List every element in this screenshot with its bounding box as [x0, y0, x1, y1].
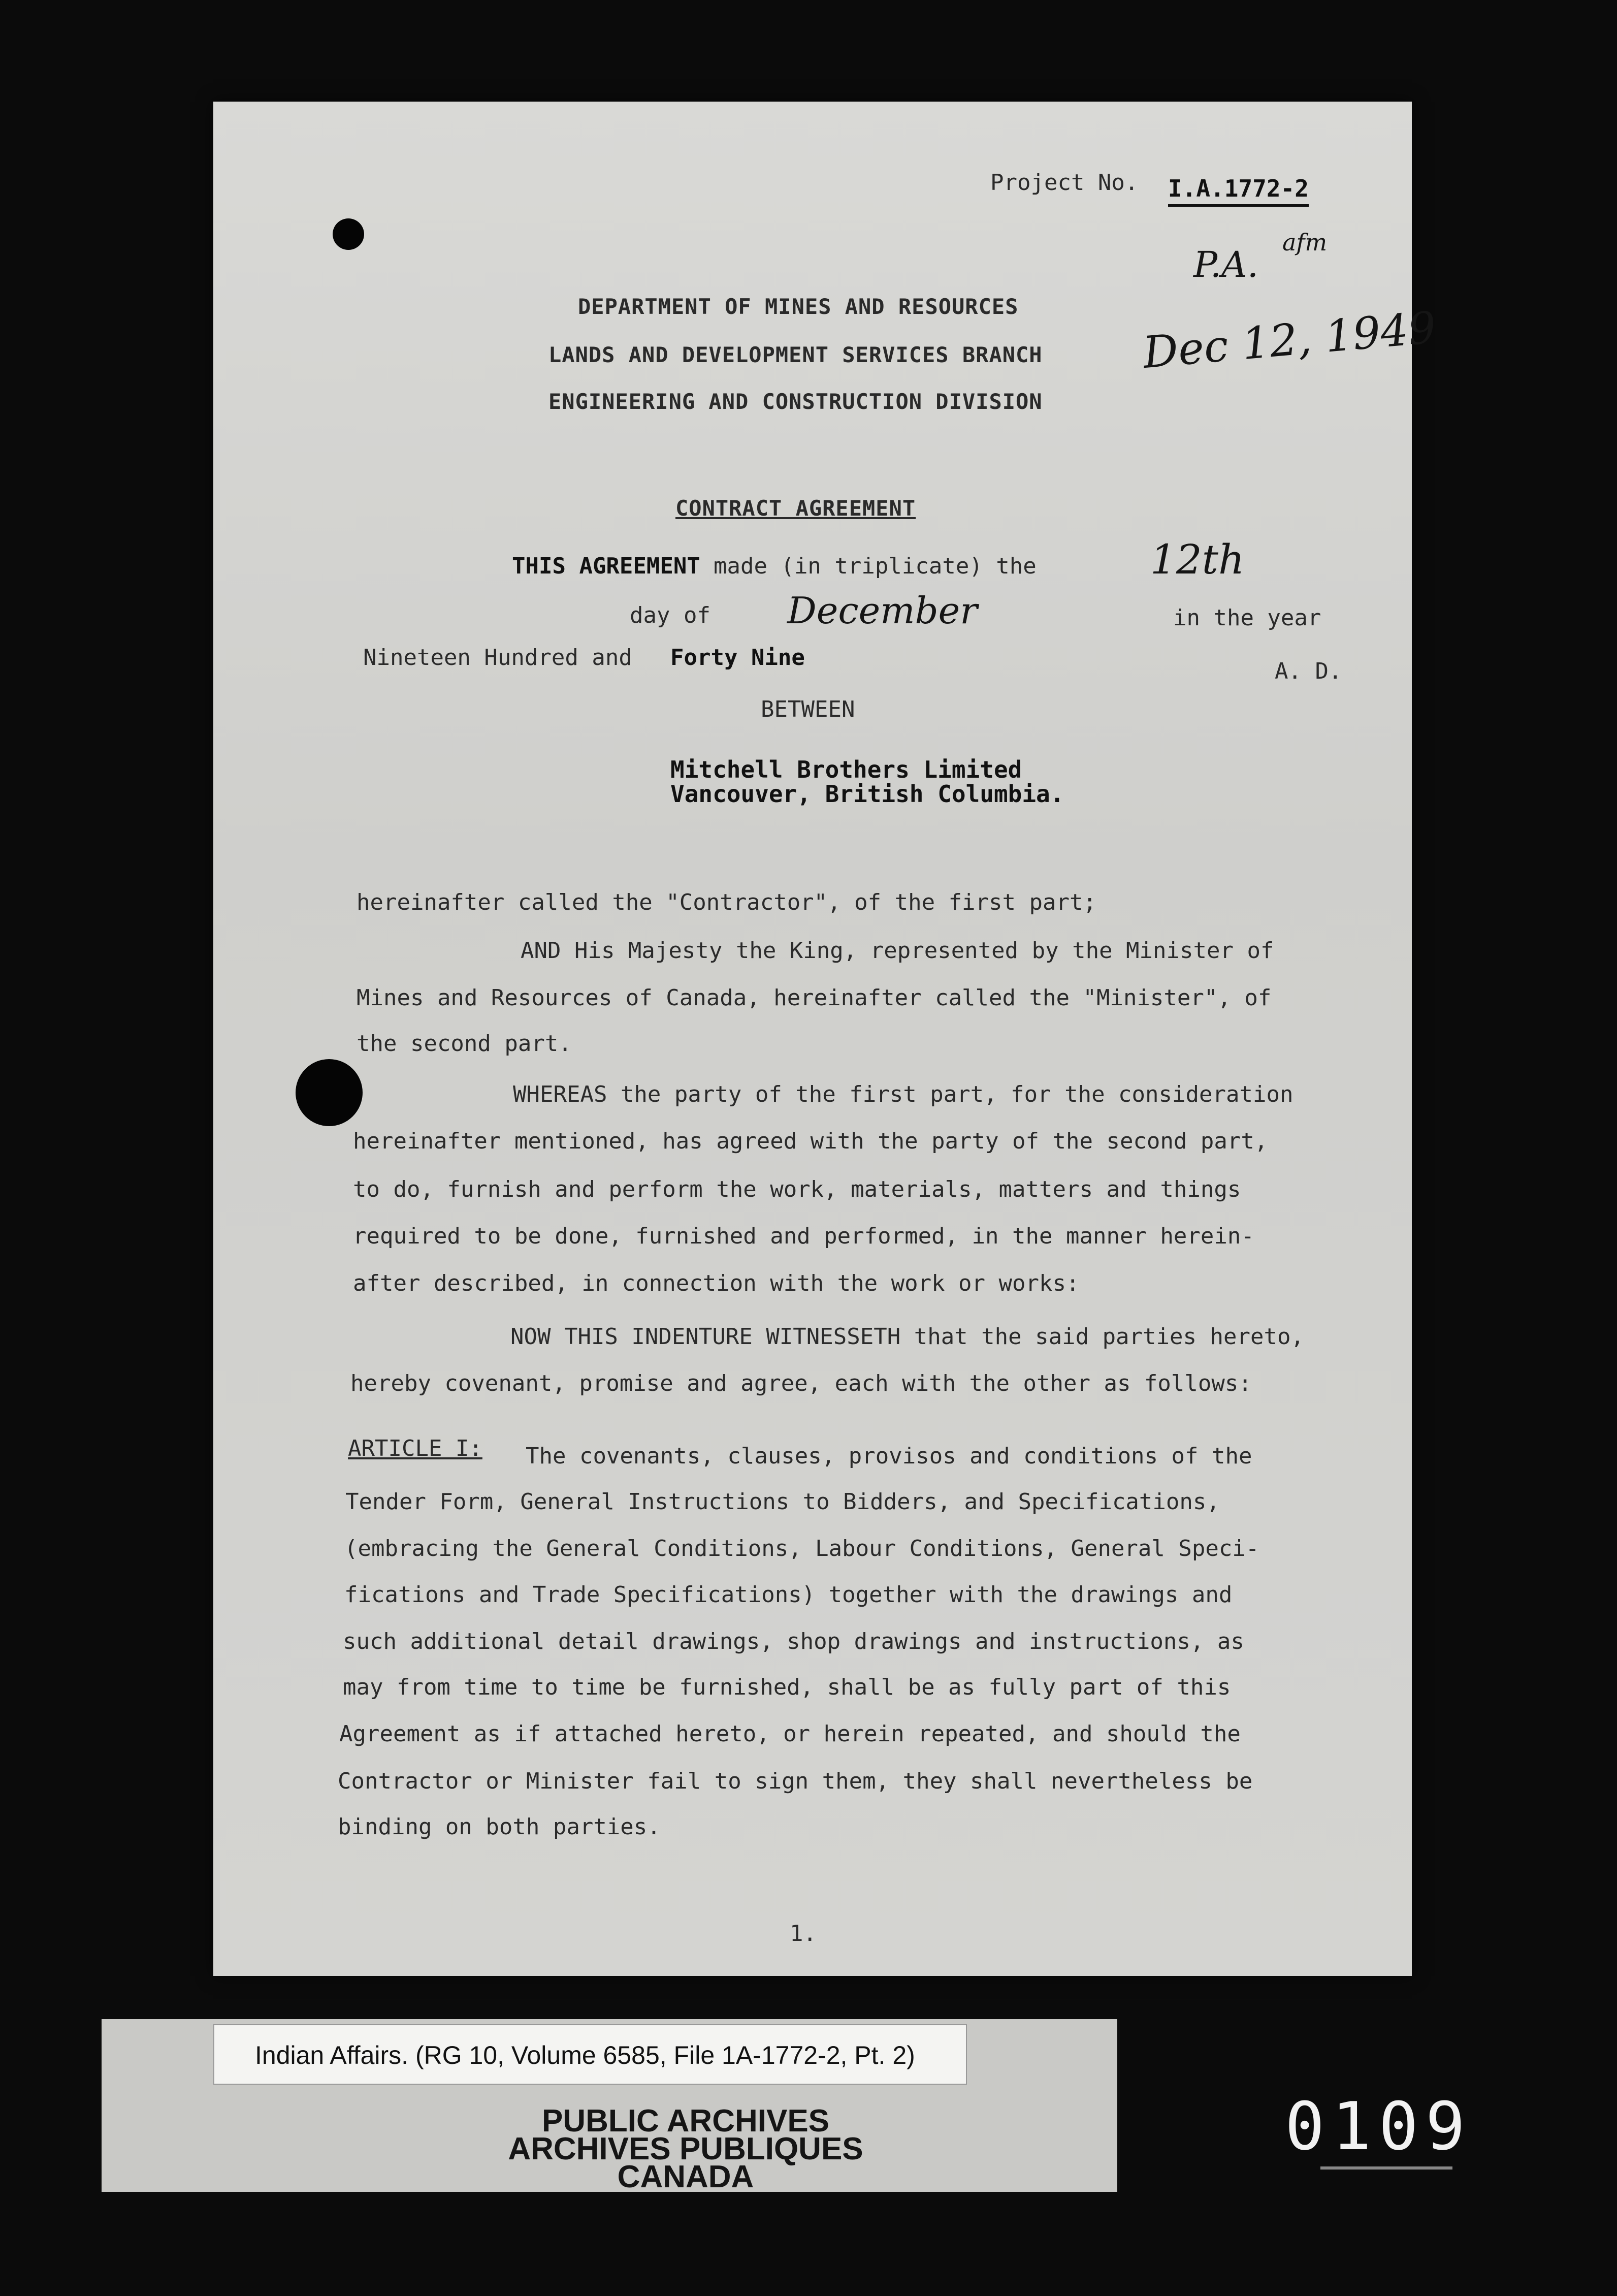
contract-title: CONTRACT AGREEMENT — [675, 496, 916, 521]
para-line: required to be done, furnished and performed, in the manner herein- — [353, 1223, 1254, 1249]
nineteen-hundred-label: Nineteen Hundred and — [363, 645, 632, 671]
para-line: Mines and Resources of Canada, hereinafter called the "Minister", of — [357, 985, 1272, 1011]
project-number: I.A.1772-2 — [1168, 177, 1309, 207]
punch-hole-top — [333, 218, 364, 250]
project-label: Project No. — [990, 170, 1139, 196]
para-line: WHEREAS the party of the first part, for the consideration — [513, 1081, 1293, 1107]
archives-line-1: PUBLIC ARCHIVES — [541, 2103, 830, 2139]
article-line: Agreement as if attached hereto, or herein repeated, and should the — [339, 1721, 1241, 1747]
anno-domini: A. D. — [1275, 658, 1342, 684]
article-line: fications and Trade Specifications) together with the drawings and — [344, 1582, 1233, 1608]
para-line: NOW THIS INDENTURE WITNESSETH that the said parties hereto, — [510, 1324, 1304, 1350]
article-line: may from time to time be furnished, shall be as fully part of this — [343, 1674, 1231, 1700]
para-line: AND His Majesty the King, represented by the Minister of — [521, 938, 1274, 964]
article-line: Tender Form, General Instructions to Bidders, and Specifications, — [345, 1489, 1220, 1515]
header-line-3: ENGINEERING AND CONSTRUCTION DIVISION — [548, 389, 1043, 414]
header-line-1: DEPARTMENT OF MINES AND RESOURCES — [578, 294, 1019, 319]
para-line: the second part. — [357, 1031, 572, 1057]
article-line: such additional detail drawings, shop drawings and instructions, as — [343, 1629, 1244, 1654]
article-line: (embracing the General Conditions, Labour Conditions, General Speci- — [344, 1536, 1259, 1561]
handwritten-initials: P.A. — [1193, 244, 1258, 285]
header-line-2: LANDS AND DEVELOPMENT SERVICES BRANCH — [548, 342, 1043, 367]
document-page — [213, 102, 1438, 1976]
frame-number-underline — [1320, 2166, 1452, 2170]
contractor-name: Mitchell Brothers Limited — [670, 756, 1022, 783]
day-of-label: day of — [630, 602, 710, 628]
article-line: The covenants, clauses, provisos and conditions of the — [526, 1443, 1252, 1469]
intro-bold: THIS AGREEMENT — [512, 553, 700, 579]
article-line: Contractor or Minister fail to sign them, they shall nevertheless be — [338, 1768, 1253, 1794]
frame-number: 0109 — [1285, 2088, 1473, 2165]
archives-line-3: CANADA — [617, 2159, 754, 2194]
handwritten-month: December — [787, 589, 978, 632]
para-line: to do, furnish and perform the work, materials, matters and things — [353, 1176, 1241, 1202]
article-label: ARTICLE I: — [348, 1436, 482, 1461]
handwritten-date: Dec 12, 1949 — [1141, 302, 1438, 379]
year-words: Forty Nine — [670, 645, 805, 671]
in-the-year-label: in the year — [1173, 605, 1321, 631]
article-line: binding on both parties. — [338, 1814, 661, 1840]
archives-line-2: ARCHIVES PUBLIQUES — [508, 2131, 863, 2166]
para-line: hereby covenant, promise and agree, each with the other as follows: — [350, 1370, 1252, 1396]
between-label: BETWEEN — [761, 696, 855, 722]
handwritten-day: 12th — [1150, 536, 1245, 583]
para-line: after described, in connection with the work or works: — [353, 1270, 1080, 1296]
archive-reference: Indian Affairs. (RG 10, Volume 6585, File 1A-1772-2, Pt. 2) — [255, 2041, 915, 2069]
page-number: 1. — [790, 1921, 817, 1947]
para-line: hereinafter called the "Contractor", of the first part; — [357, 889, 1096, 915]
handwritten-initials-2: afm — [1282, 229, 1328, 256]
contractor-place: Vancouver, British Columbia. — [670, 780, 1064, 808]
intro-rest: made (in triplicate) the — [714, 553, 1037, 579]
punch-hole-middle — [296, 1059, 363, 1126]
archive-reference-card — [213, 2024, 967, 2085]
para-line: hereinafter mentioned, has agreed with the party of the second part, — [353, 1128, 1268, 1154]
